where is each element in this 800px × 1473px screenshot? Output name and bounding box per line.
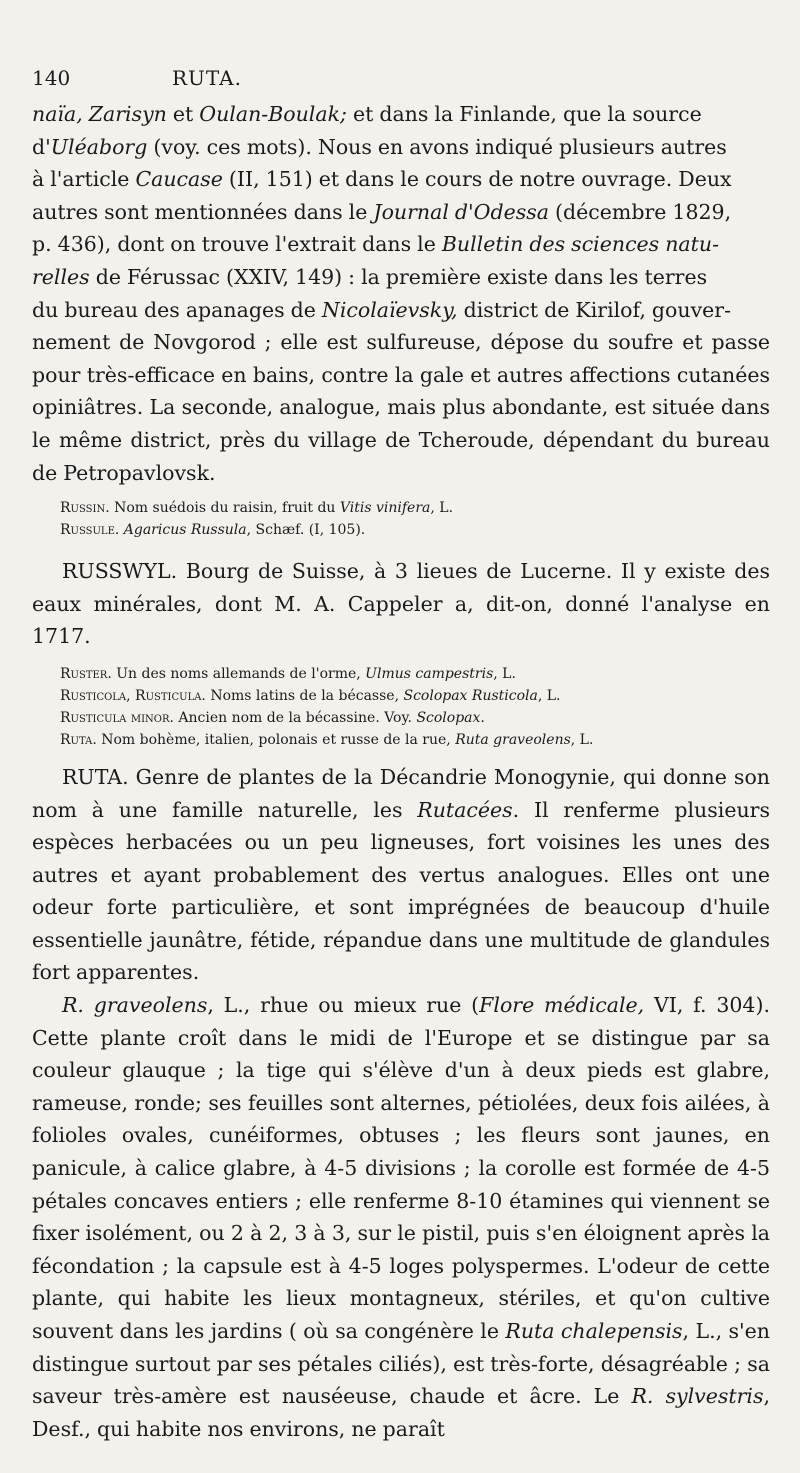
entry-rusticula-minor: Rusticula minor. Ancien nom de la bécassine. Voy. Scolopax. bbox=[60, 709, 485, 726]
text-line: p. 436), dont on trouve l'extrait dans le Bulletin des sciences natu- bbox=[32, 232, 720, 257]
entry-ruta-name: Ruta. Nom bohème, italien, polonais et russe de la rue, Ruta graveolens, L. bbox=[60, 731, 594, 748]
species-name: R. graveolens bbox=[62, 993, 208, 1018]
entry-ruster: Ruster. Un des noms allemands de l'orme, Ulmus campestris, L. bbox=[60, 665, 516, 682]
running-head: RUTA. bbox=[172, 66, 242, 90]
text-line: à l'article Caucase (II, 151) et dans le cours de notre ouvrage. Deux bbox=[32, 167, 732, 192]
entry-russule: Russule. Agaricus Russula, Schæf. (I, 105). bbox=[60, 522, 366, 539]
entry-text: Bourg de Suisse, à 3 lieues de Lucerne. Il y existe des eaux minérales, dont M. A. Cappeler a, dit-on, donné l'analyse en 1717. bbox=[32, 559, 770, 649]
small-entries-group-2 bbox=[32, 663, 770, 751]
entry-rusticola: Rusticola, Rusticula. Noms latins de la bécasse, Scolopax Rusticola, L. bbox=[60, 687, 561, 704]
entry-ruta-graveolens: R. graveolens, L., rhue ou mieux rue (Flore médicale, VI, f. 304). Cette plante croît dans le midi de l'Europe et se distingue par sa couleur glauque ; la tige qui s'élève d'un à deux pieds est glabre, rameuse, ronde; ses feuilles sont alternes, pétiolées, deux fois ailées, à folioles ovales, cunéiformes, obtuses ; les fleurs sont jaunes, en panicule, à calice glabre, à 4-5 divisions ; la corolle est formée de 4-5 pétales concaves entiers ; elle renferme 8-10 étamines qui viennent se fixer isolément, ou 2 à 2, 3 à 3, sur le pistil, puis s'en éloignent après la fécondation ; la capsule est à 4-5 loges polyspermes. L'odeur de cette plante, qui habite les lieux montagneux, stériles, et qu'on cultive souvent dans les jardins ( où sa congénère le Ruta chalepensis, L., s'en distingue surtout par ses pétales ciliés), est très-forte, désagréable ; sa saveur très-amère est nauséeuse, chaude et âcre. Le R. sylvestris, Desf., qui habite nos environs, ne paraît bbox=[32, 993, 771, 1441]
entry-head: RUSSWYL. bbox=[62, 559, 178, 584]
text-line: relles de Férussac (XXIV, 149) : la première existe dans les terres bbox=[32, 264, 708, 289]
entry-ruta: RUTA. Genre de plantes de la Décandrie Monogynie, qui donne son nom à une famille naturelle, les Rutacées. Il renferme plusieurs espèces herbacées ou un peu ligneuses, fort voisines les unes des autres et ayant probablement des vertus analogues. Elles ont une odeur forte particulière, et sont imprégnées de beaucoup d'huile essentielle jaunâtre, fétide, répandue dans une multitude de glandules fort apparentes. bbox=[32, 764, 770, 985]
small-entries-group-1 bbox=[32, 497, 770, 541]
paragraph-rest: nement de Novgorod ; elle est sulfureuse, dépose du soufre et passe pour très-efficace en bains, contre la gale et autres affections cutanées opiniâtres. La seconde, analogue, mais plus abondante, est située dans le même district, près du village de Tcheroude, dépendant du bureau de Petropavlovsk. bbox=[32, 330, 770, 485]
text-line: du bureau des apanages de Nicolaïevsky, district de Kirilof, gouver- bbox=[32, 297, 732, 322]
entry-russwyl bbox=[32, 555, 770, 653]
entry-head: RUTA. bbox=[62, 764, 129, 789]
text-line: naïa, Zarisyn et Oulan-Boulak; et dans la Finlande, que la source bbox=[32, 102, 702, 126]
text-line: autres sont mentionnées dans le Journal d'Odessa (décembre 1829, bbox=[32, 199, 732, 224]
continued-paragraph bbox=[32, 98, 770, 489]
text-line: d'Uléaborg (voy. ces mots). Nous en avons indiqué plusieurs autres bbox=[32, 134, 727, 159]
page-header bbox=[32, 66, 770, 92]
entry-russin: Russin. Nom suédois du raisin, fruit du Vitis vinifera, L. bbox=[60, 500, 454, 517]
page-number: 140 bbox=[32, 66, 71, 90]
